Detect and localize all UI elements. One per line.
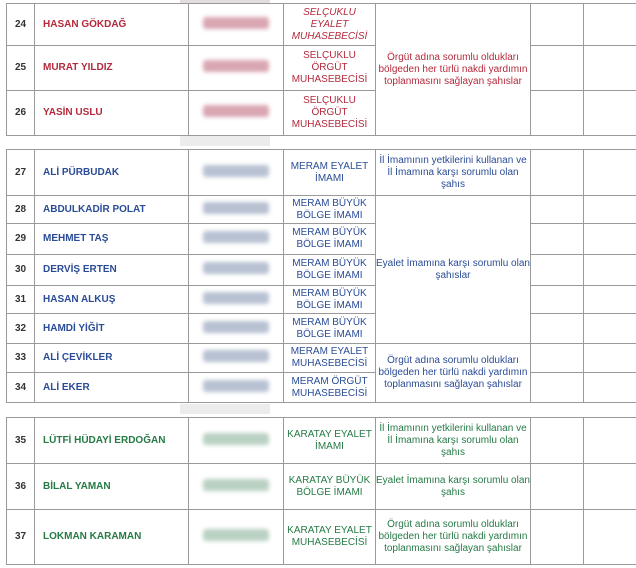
empty-cell xyxy=(531,196,584,224)
empty-cell xyxy=(584,464,636,510)
table-row xyxy=(7,224,636,255)
empty-cell xyxy=(584,4,636,46)
empty-cell xyxy=(531,46,584,91)
person-name: ALİ PÜRBUDAK xyxy=(35,150,189,196)
redacted-cell xyxy=(189,150,284,196)
description-cell: Eyalet İmamına karşı sorumlu olan şahıslar xyxy=(376,196,531,344)
empty-cell xyxy=(584,224,636,255)
empty-cell xyxy=(531,464,584,510)
position-cell: SELÇUKLU EYALET MUHASEBECİSİ xyxy=(284,4,376,46)
redacted-strip xyxy=(180,404,270,414)
position-cell: SELÇUKLU ÖRGÜT MUHASEBECİSİ xyxy=(284,46,376,91)
redacted-cell xyxy=(189,464,284,510)
table-row xyxy=(7,255,636,286)
table-row xyxy=(7,4,636,46)
row-number: 36 xyxy=(7,464,35,510)
empty-cell xyxy=(584,286,636,314)
empty-cell xyxy=(584,510,636,565)
empty-cell xyxy=(584,46,636,91)
empty-cell xyxy=(531,224,584,255)
empty-cell xyxy=(531,4,584,46)
redacted-cell xyxy=(189,418,284,464)
redacted-cell xyxy=(189,255,284,286)
position-cell: MERAM EYALET İMAMI xyxy=(284,150,376,196)
position-cell: KARATAY BÜYÜK BÖLGE İMAMI xyxy=(284,464,376,510)
person-name: HASAN ALKUŞ xyxy=(35,286,189,314)
redacted-cell xyxy=(189,46,284,91)
table-row xyxy=(7,464,636,510)
person-name: YASİN USLU xyxy=(35,91,189,136)
table-row xyxy=(7,196,636,224)
person-name: ALİ ÇEVİKLER xyxy=(35,344,189,373)
table-row xyxy=(7,418,636,464)
description-cell: Örgüt adına sorumlu oldukları bölgeden her türlü nakdi yardımın toplanmasını sağlayan şahıslar xyxy=(376,344,531,403)
row-number: 30 xyxy=(7,255,35,286)
person-name: ABDULKADİR POLAT xyxy=(35,196,189,224)
row-number: 27 xyxy=(7,150,35,196)
row-number: 26 xyxy=(7,91,35,136)
redacted-strip xyxy=(180,136,270,146)
redacted-cell xyxy=(189,286,284,314)
empty-cell xyxy=(531,255,584,286)
redacted-cell xyxy=(189,196,284,224)
position-cell: KARATAY EYALET MUHASEBECİSİ xyxy=(284,510,376,565)
description-cell: Örgüt adına sorumlu oldukları bölgeden her türlü nakdi yardımın toplanmasını sağlayan şahıslar xyxy=(376,510,531,565)
redacted-cell xyxy=(189,4,284,46)
position-cell: MERAM BÜYÜK BÖLGE İMAMI xyxy=(284,286,376,314)
table-row xyxy=(7,314,636,344)
empty-cell xyxy=(531,510,584,565)
row-number: 33 xyxy=(7,344,35,373)
position-cell: MERAM BÜYÜK BÖLGE İMAMI xyxy=(284,255,376,286)
description-cell: İl İmamının yetkilerini kullanan ve İl İmamına karşı sorumlu olan şahıs xyxy=(376,418,531,464)
person-name: ALİ EKER xyxy=(35,373,189,403)
empty-cell xyxy=(531,344,584,373)
empty-cell xyxy=(584,150,636,196)
person-name: HAMDİ YİĞİT xyxy=(35,314,189,344)
redacted-cell xyxy=(189,314,284,344)
table-row xyxy=(7,46,636,91)
person-name: LÜTFİ HÜDAYİ ERDOĞAN xyxy=(35,418,189,464)
position-cell: MERAM ÖRGÜT MUHASEBECİSİ xyxy=(284,373,376,403)
description-cell: Örgüt adına sorumlu oldukları bölgeden her türlü nakdi yardımın toplanmasını sağlayan şahıslar xyxy=(376,4,531,136)
position-cell: SELÇUKLU ÖRGÜT MUHASEBECİSİ xyxy=(284,91,376,136)
person-name: MEHMET TAŞ xyxy=(35,224,189,255)
empty-cell xyxy=(584,255,636,286)
position-cell: MERAM BÜYÜK BÖLGE İMAMI xyxy=(284,224,376,255)
person-name: HASAN GÖKDAĞ xyxy=(35,4,189,46)
person-name: LOKMAN KARAMAN xyxy=(35,510,189,565)
row-number: 28 xyxy=(7,196,35,224)
person-name: DERVİŞ ERTEN xyxy=(35,255,189,286)
redacted-cell xyxy=(189,91,284,136)
empty-cell xyxy=(531,91,584,136)
empty-cell xyxy=(584,314,636,344)
empty-cell xyxy=(531,373,584,403)
empty-cell xyxy=(584,418,636,464)
position-cell: MERAM BÜYÜK BÖLGE İMAMI xyxy=(284,314,376,344)
redacted-cell xyxy=(189,344,284,373)
empty-cell xyxy=(584,344,636,373)
row-number: 35 xyxy=(7,418,35,464)
redacted-cell xyxy=(189,373,284,403)
position-cell: MERAM EYALET MUHASEBECİSİ xyxy=(284,344,376,373)
table-row xyxy=(7,150,636,196)
row-number: 31 xyxy=(7,286,35,314)
person-name: MURAT YILDIZ xyxy=(35,46,189,91)
person-name: BİLAL YAMAN xyxy=(35,464,189,510)
table-row xyxy=(7,91,636,136)
redacted-cell xyxy=(189,510,284,565)
table-section-selcuklu xyxy=(6,3,636,136)
row-number: 34 xyxy=(7,373,35,403)
redacted-cell xyxy=(189,224,284,255)
row-number: 24 xyxy=(7,4,35,46)
description-cell: Eyalet İmamına karşı sorumlu olan şahıs xyxy=(376,464,531,510)
row-number: 37 xyxy=(7,510,35,565)
row-number: 32 xyxy=(7,314,35,344)
table-row xyxy=(7,510,636,565)
empty-cell xyxy=(531,418,584,464)
table-section-meram xyxy=(6,149,636,403)
row-number: 29 xyxy=(7,224,35,255)
position-cell: MERAM BÜYÜK BÖLGE İMAMI xyxy=(284,196,376,224)
empty-cell xyxy=(531,286,584,314)
table-row xyxy=(7,286,636,314)
table-row xyxy=(7,344,636,373)
empty-cell xyxy=(584,91,636,136)
table-section-karatay xyxy=(6,417,636,565)
empty-cell xyxy=(584,196,636,224)
empty-cell xyxy=(584,373,636,403)
table-row xyxy=(7,373,636,403)
empty-cell xyxy=(531,314,584,344)
empty-cell xyxy=(531,150,584,196)
row-number: 25 xyxy=(7,46,35,91)
position-cell: KARATAY EYALET İMAMI xyxy=(284,418,376,464)
description-cell: İl İmamının yetkilerini kullanan ve İl İmamına karşı sorumlu olan şahıs xyxy=(376,150,531,196)
